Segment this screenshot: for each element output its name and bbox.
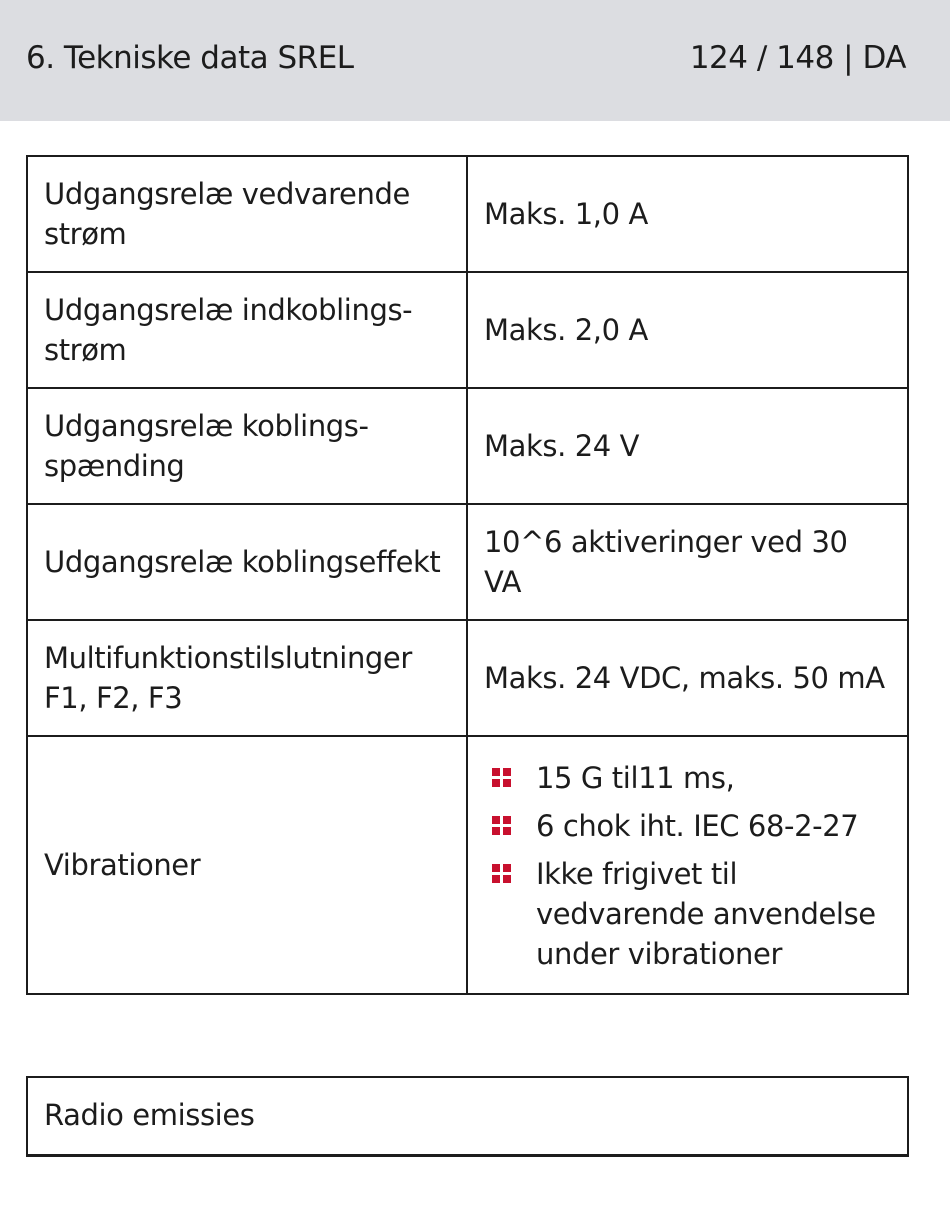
row-key: Multifunktionstilslutninger F1, F2, F3 — [27, 620, 467, 736]
row-value: Maks. 1,0 A — [467, 156, 908, 272]
row-value: 10^6 aktiveringer ved 30 VA — [467, 504, 908, 620]
table-row — [27, 156, 908, 272]
list-item — [484, 758, 891, 798]
row-value: Maks. 24 V — [467, 388, 908, 504]
row-key: Udgangsrelæ vedvarende strøm — [27, 156, 467, 272]
page-number: 124 / 148 | DA — [689, 40, 906, 76]
row-key: Udgangsrelæ indkoblingsstrøm — [27, 272, 467, 388]
list-item-text: 15 G til11 ms, — [536, 761, 735, 795]
table-row — [27, 504, 908, 620]
section-title: 6. Tekniske data SREL — [26, 40, 354, 76]
list-item-text: Ikke frigivet til vedvarende anvendelse under vibrationer — [536, 857, 876, 971]
bullet-icon — [492, 816, 512, 836]
bullet-icon — [492, 864, 512, 884]
row-value: Maks. 24 VDC, maks. 50 mA — [467, 620, 908, 736]
list-item — [484, 806, 891, 846]
table-row — [27, 620, 908, 736]
table-row — [27, 388, 908, 504]
list-item-text: 6 chok iht. IEC 68-2-27 — [536, 809, 859, 843]
row-key: Udgangsrelæ koblingsspænding — [27, 388, 467, 504]
row-value: Maks. 2,0 A — [467, 272, 908, 388]
row-key: Vibrationer — [27, 736, 467, 994]
vibration-list — [484, 758, 891, 974]
table-row — [27, 272, 908, 388]
list-item — [484, 854, 891, 974]
radio-emissions-label: Radio emissies — [44, 1098, 255, 1132]
bullet-icon — [492, 768, 512, 788]
radio-emissions-table — [26, 1076, 909, 1157]
page-header — [0, 0, 950, 121]
technical-data-table — [26, 155, 909, 995]
row-key: Udgangsrelæ koblingseffekt — [27, 504, 467, 620]
row-value-list — [467, 736, 908, 994]
table-row-vibration — [27, 736, 908, 994]
